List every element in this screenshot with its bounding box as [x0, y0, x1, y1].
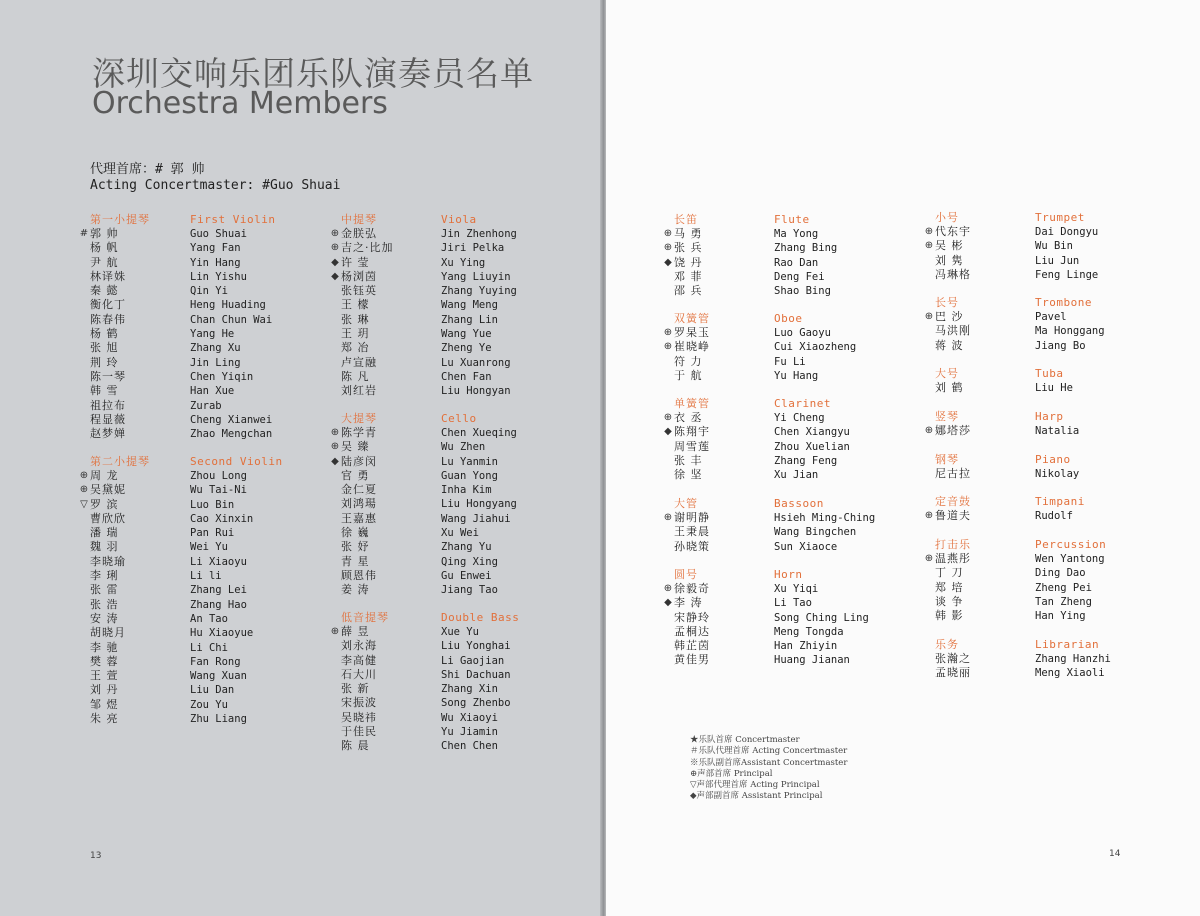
member-name-zh: 李 驰 [90, 640, 119, 654]
member-name-zh: 官 勇 [341, 468, 370, 482]
section-heading-en: Librarian [1035, 638, 1100, 651]
member-name-zh: 符 力 [674, 354, 703, 368]
rank-symbol-icon: # [79, 228, 89, 239]
member-name-en: Gu Enwei [441, 569, 492, 582]
member-name-zh: 张瀚之 [935, 652, 971, 665]
rank-symbol-icon: ⊕ [663, 341, 673, 353]
legend-item: ⊕声部首席 Principal [690, 768, 773, 779]
section-heading-en: Second Violin [190, 455, 283, 468]
section-heading-zh: 单簧管 [674, 397, 710, 410]
member-name-zh: 娜塔莎 [935, 424, 971, 437]
member-name-zh: 丁 刀 [935, 566, 964, 580]
member-name-en: Feng Linge [1035, 268, 1099, 281]
member-name-en: Wu Tai-Ni [190, 484, 247, 497]
rank-symbol-icon: ⊕ [924, 311, 934, 322]
member-name-zh: 张 浩 [90, 597, 119, 611]
member-name-zh: 陈春伟 [90, 312, 126, 326]
section-heading-en: Trumpet [1035, 211, 1085, 224]
member-name-en: Ma Yong [774, 228, 819, 240]
rank-symbol-icon: ⊕ [924, 425, 934, 436]
section-heading-zh: 大号 [935, 367, 959, 380]
member-name-en: Yang Liuyin [441, 270, 511, 283]
member-name-zh: 谢明静 [674, 511, 710, 524]
section-heading-zh: 竖琴 [935, 410, 959, 423]
member-name-en: Cao Xinxin [190, 512, 254, 525]
member-name-en: Hu Xiaoyue [190, 627, 254, 640]
section-heading-en: Piano [1035, 453, 1071, 466]
member-name-zh: 刘鸿瑒 [341, 497, 377, 511]
rank-symbol-icon: ⊕ [663, 412, 673, 423]
member-name-zh: 薛 昱 [341, 625, 370, 638]
member-name-en: Ding Dao [1035, 567, 1086, 580]
member-name-en: Yu Jiamin [441, 726, 498, 739]
member-name-zh: 温燕彤 [935, 552, 971, 565]
section-heading-zh: 乐务 [935, 638, 959, 651]
member-name-en: Xu Yiqi [774, 583, 819, 595]
member-name-en: Zhou Long [190, 470, 247, 482]
member-name-zh: 吴黛妮 [90, 483, 126, 497]
member-name-zh: 王 萱 [90, 669, 119, 683]
member-name-zh: 张 新 [341, 682, 370, 696]
member-name-en: Qin Yi [190, 285, 228, 298]
member-name-zh: 吴 彬 [935, 239, 964, 253]
member-name-zh: 崔晓峥 [674, 340, 710, 354]
member-name-zh: 张 琳 [341, 312, 370, 326]
member-name-zh: 韩芷茵 [674, 639, 710, 653]
member-name-en: Zhou Xuelian [774, 440, 850, 453]
member-name-zh: 邹 煜 [90, 697, 119, 711]
page-title-chinese: 深圳交响乐团乐队演奏员名单 [92, 54, 534, 93]
member-name-en: Liu Hongyan [441, 385, 511, 398]
member-name-zh: 魏 羽 [90, 540, 119, 554]
member-name-en: Inha Kim [441, 484, 492, 497]
member-name-zh: 刘 鹤 [935, 381, 964, 394]
rank-symbol-icon: ◆ [664, 426, 672, 438]
section-heading-en: Clarinet [774, 397, 831, 410]
section-heading-en: Harp [1035, 410, 1064, 423]
legend-item: ＃乐队代理首席 Acting Concertmaster [690, 746, 848, 757]
rank-symbol-icon: ⊕ [663, 327, 673, 338]
member-name-en: Song Zhenbo [441, 697, 511, 710]
member-name-zh: 李 涛 [674, 596, 703, 610]
member-name-zh: 张 雷 [90, 583, 119, 597]
section-heading-en: Bassoon [774, 497, 824, 510]
member-name-en: Deng Fei [774, 270, 825, 283]
member-name-en: Li Gaojian [441, 654, 505, 667]
member-name-zh: 潘 瑞 [90, 526, 119, 540]
member-name-en: Zhang Yuying [441, 285, 517, 298]
rank-symbol-icon: ◆ [664, 597, 672, 609]
member-name-en: Zhang Lei [190, 584, 247, 597]
member-name-zh: 金朕弘 [341, 227, 377, 240]
member-name-en: Wang Jiahui [441, 512, 511, 525]
member-name-zh: 冯琳格 [935, 267, 971, 281]
rank-symbol-icon: ⊕ [330, 242, 340, 254]
member-name-zh: 吴晓祎 [341, 710, 377, 724]
rank-symbol-icon: ⊕ [330, 228, 340, 239]
section-heading-zh: 大管 [674, 497, 698, 510]
member-name-zh: 赵梦婵 [90, 427, 126, 441]
member-name-en: Luo Gaoyu [774, 327, 831, 339]
rank-symbol-icon: ⊕ [663, 583, 673, 594]
member-name-en: Pan Rui [190, 527, 235, 540]
rank-symbol-icon: ⊕ [330, 427, 340, 438]
member-name-en: Song Ching Ling [774, 611, 869, 624]
rank-symbol-icon: ⊕ [663, 228, 673, 239]
member-name-en: Liu Yonghai [441, 640, 511, 653]
member-name-en: Lu Yanmin [441, 455, 498, 468]
member-name-zh: 孟晓丽 [935, 666, 971, 680]
member-name-zh: 孟桐达 [674, 624, 710, 638]
member-name-en: Liu Dan [190, 684, 235, 697]
member-name-en: Qing Xing [441, 555, 498, 568]
member-name-en: Chen Yiqin [190, 370, 254, 383]
member-name-zh: 孙晓策 [674, 539, 710, 553]
member-name-en: Fan Rong [190, 655, 241, 668]
member-name-zh: 朱 亮 [90, 712, 119, 726]
section-heading-zh: 第二小提琴 [90, 455, 150, 468]
member-name-en: Luo Bin [190, 498, 235, 511]
member-name-en: Zurab [190, 399, 222, 412]
section-heading-en: Oboe [774, 312, 803, 325]
rank-symbol-icon: ⊕ [79, 484, 89, 496]
rank-symbol-icon: ⊕ [330, 626, 340, 637]
member-name-en: Huang Jianan [774, 654, 850, 667]
member-name-en: Chen Xiangyu [774, 426, 850, 439]
member-name-en: An Tao [190, 612, 228, 625]
member-name-zh: 张 妤 [341, 540, 370, 554]
section-heading-zh: 长号 [935, 296, 959, 309]
member-name-zh: 马洪刚 [935, 324, 971, 338]
member-name-zh: 黄佳男 [674, 653, 710, 667]
member-name-zh: 宋静玲 [674, 610, 710, 624]
member-name-en: Jin Ling [190, 356, 241, 369]
rank-symbol-icon: ⊕ [924, 226, 934, 237]
member-name-en: Pavel [1035, 311, 1067, 323]
member-name-zh: 曹欣欣 [90, 511, 126, 525]
member-name-en: Jiang Tao [441, 584, 498, 597]
member-name-en: Chen Chen [441, 740, 498, 753]
member-name-en: Liu Hongyang [441, 498, 517, 511]
member-name-zh: 衣 丞 [674, 411, 703, 424]
member-name-en: Han Ying [1035, 610, 1086, 623]
member-name-zh: 青 星 [341, 554, 370, 568]
member-name-zh: 张 丰 [674, 453, 703, 467]
member-name-zh: 石大川 [341, 667, 377, 681]
member-name-en: Wang Yue [441, 328, 492, 341]
legend-item: ★乐队首席 Concertmaster [690, 735, 800, 745]
member-name-en: Jin Zhenhong [441, 228, 517, 240]
member-name-en: Zhu Liang [190, 713, 247, 726]
member-name-en: Guan Yong [441, 469, 498, 482]
rank-symbol-icon: ⊕ [663, 242, 673, 254]
member-name-en: Wu Zhen [441, 441, 486, 454]
member-name-en: Xu Ying [441, 256, 486, 269]
member-name-zh: 徐 坚 [674, 468, 703, 482]
member-name-zh: 饶 丹 [674, 255, 703, 269]
member-name-en: Xu Jian [774, 469, 819, 482]
section-heading-en: Tuba [1035, 367, 1064, 380]
member-name-en: Wu Bin [1035, 240, 1073, 253]
member-name-en: Yi Cheng [774, 412, 825, 424]
member-name-en: Cheng Xianwei [190, 413, 273, 426]
member-name-zh: 许 莹 [341, 255, 370, 269]
section-heading-en: Trombone [1035, 296, 1092, 309]
member-name-en: Tan Zheng [1035, 595, 1092, 608]
member-name-en: Zheng Ye [441, 342, 492, 355]
section-heading-zh: 中提琴 [341, 213, 377, 226]
member-name-zh: 于佳民 [341, 725, 377, 739]
member-name-zh: 韩 雪 [90, 384, 119, 398]
rank-symbol-icon: ⊕ [924, 553, 934, 564]
member-name-en: Shi Dachuan [441, 668, 511, 681]
section-heading-en: Double Bass [441, 611, 520, 624]
member-name-zh: 罗杲玉 [674, 326, 710, 339]
member-name-zh: 王秉晨 [674, 525, 710, 539]
rank-symbol-icon: ▽ [80, 498, 88, 510]
member-name-zh: 陆彦闵 [341, 454, 377, 468]
member-name-zh: 张 兵 [674, 241, 703, 255]
member-name-en: Zhang Hanzhi [1035, 653, 1111, 665]
member-name-en: Zhang Lin [441, 313, 498, 326]
member-name-en: Xue Yu [441, 626, 479, 638]
section-heading-en: Flute [774, 213, 810, 226]
legend-item: ※乐队副首席Assistant Concertmaster [690, 757, 848, 768]
member-name-zh: 王 檬 [341, 298, 370, 312]
member-name-zh: 巴 沙 [935, 310, 964, 323]
member-name-zh: 程显薇 [90, 412, 126, 426]
section-heading-zh: 第一小提琴 [90, 213, 150, 226]
section-heading-en: Timpani [1035, 495, 1085, 508]
member-name-zh: 马 勇 [674, 227, 703, 240]
member-name-zh: 邵 兵 [674, 284, 703, 298]
member-name-en: Wang Xuan [190, 670, 247, 683]
member-name-zh: 张钰英 [341, 284, 377, 298]
member-name-zh: 代东宇 [935, 225, 971, 238]
page-number-right: 14 [1109, 849, 1121, 859]
member-name-zh: 杨浏茵 [341, 269, 377, 283]
member-name-zh: 李 琍 [90, 569, 119, 583]
member-name-en: Yin Hang [190, 256, 241, 269]
member-name-en: Sun Xiaoce [774, 540, 838, 553]
member-name-zh: 安 涛 [90, 611, 119, 625]
rank-symbol-icon: ◆ [331, 270, 339, 282]
member-name-zh: 李晓瑜 [90, 554, 126, 568]
member-name-en: Rao Dan [774, 256, 819, 269]
acting-concertmaster-zh: 代理首席：# 郭 帅 [90, 162, 205, 177]
member-name-en: Zhao Mengchan [190, 428, 273, 441]
member-name-en: Yang Fan [190, 242, 241, 255]
member-name-en: Jiang Bo [1035, 339, 1086, 352]
member-name-en: Li Chi [190, 641, 228, 654]
member-name-en: Lin Yishu [190, 270, 247, 283]
member-name-zh: 荆 玲 [90, 355, 119, 369]
member-name-zh: 尼古拉 [935, 467, 971, 480]
section-heading-zh: 双簧管 [674, 312, 710, 325]
member-name-zh: 韩 影 [935, 609, 964, 623]
page-number-left: 13 [90, 851, 102, 861]
member-name-zh: 祖拉布 [90, 398, 126, 412]
member-name-en: Hsieh Ming-Ching [774, 512, 876, 524]
member-name-zh: 李高健 [341, 653, 377, 667]
member-name-en: Dai Dongyu [1035, 226, 1099, 238]
member-name-zh: 张 旭 [90, 341, 119, 355]
member-name-zh: 刘红岩 [341, 384, 377, 398]
member-name-en: Chen Xueqing [441, 427, 517, 439]
member-name-zh: 郑 培 [935, 580, 964, 594]
member-name-zh: 王 玥 [341, 327, 370, 341]
member-name-zh: 宋振波 [341, 696, 377, 710]
member-name-zh: 顾恩伟 [341, 568, 377, 582]
section-heading-en: Horn [774, 568, 803, 581]
member-name-en: Zhang Xu [190, 342, 241, 355]
member-name-en: Lu Xuanrong [441, 356, 511, 369]
member-name-zh: 樊 蓉 [90, 654, 119, 668]
member-name-zh: 于 航 [674, 368, 703, 382]
page-title-english: Orchestra Members [92, 86, 388, 121]
member-name-zh: 杨 帆 [90, 241, 119, 255]
member-name-en: Li Tao [774, 597, 812, 610]
legend-item: ▽声部代理首席 Acting Principal [690, 780, 820, 791]
rank-symbol-icon: ◆ [331, 455, 339, 467]
rank-symbol-icon: ◆ [331, 256, 339, 268]
member-name-en: Wu Xiaoyi [441, 711, 498, 724]
member-name-en: Heng Huading [190, 299, 266, 312]
member-name-en: Wei Yu [190, 541, 228, 554]
member-name-en: Wang Meng [441, 299, 498, 312]
section-heading-zh: 钢琴 [935, 453, 959, 466]
member-name-zh: 陈 凡 [341, 369, 370, 383]
acting-concertmaster [90, 162, 340, 194]
member-name-zh: 金仁夏 [341, 483, 377, 497]
section-heading-en: Cello [441, 412, 477, 425]
member-name-en: Chan Chun Wai [190, 313, 273, 326]
member-name-zh: 胡晓月 [90, 626, 126, 640]
member-name-zh: 郭 帅 [90, 227, 119, 240]
member-name-en: Shao Bing [774, 285, 831, 298]
member-name-en: Chen Fan [441, 370, 492, 383]
section-heading-zh: 打击乐 [935, 538, 971, 551]
member-name-en: Li li [190, 570, 222, 583]
member-name-en: Han Xue [190, 385, 235, 398]
member-name-en: Liu He [1035, 382, 1073, 394]
member-name-en: Zou Yu [190, 698, 228, 711]
member-name-zh: 杨 鹤 [90, 327, 119, 341]
section-heading-zh: 低音提琴 [341, 611, 389, 624]
member-name-en: Zhang Yu [441, 541, 492, 554]
member-name-en: Meng Xiaoli [1035, 667, 1105, 680]
member-name-zh: 郑 冶 [341, 341, 370, 355]
member-name-zh: 陈翔宇 [674, 425, 710, 439]
member-name-en: Wang Bingchen [774, 526, 857, 539]
member-name-zh: 周雪莲 [674, 439, 710, 453]
member-name-zh: 王嘉惠 [341, 511, 377, 525]
member-name-zh: 刘 丹 [90, 683, 119, 697]
member-name-zh: 卢宣融 [341, 355, 377, 369]
section-heading-zh: 小号 [935, 211, 959, 224]
member-name-en: Fu Li [774, 355, 806, 368]
rank-symbol-icon: ⊕ [330, 441, 340, 453]
member-name-en: Guo Shuai [190, 228, 247, 240]
rank-symbol-icon: ⊕ [663, 512, 673, 523]
section-heading-zh: 定音鼓 [935, 495, 971, 508]
member-name-en: Zhang Hao [190, 598, 247, 611]
member-name-zh: 鲁道夫 [935, 509, 971, 522]
member-name-en: Yang He [190, 328, 235, 341]
section-heading-zh: 大提琴 [341, 412, 377, 425]
member-name-en: Zhang Bing [774, 242, 838, 255]
symbol-legend [690, 735, 847, 803]
member-name-en: Cui Xiaozheng [774, 341, 857, 354]
member-name-zh: 罗 滨 [90, 497, 119, 511]
member-name-en: Han Zhiyin [774, 640, 838, 653]
member-name-zh: 徐 巍 [341, 526, 370, 540]
member-name-en: Zheng Pei [1035, 581, 1092, 594]
legend-item: ◆声部副首席 Assistant Principal [690, 791, 823, 802]
section-heading-en: Percussion [1035, 538, 1107, 551]
member-name-zh: 吴 臻 [341, 440, 370, 454]
rank-symbol-icon: ⊕ [924, 240, 934, 252]
member-name-en: Zhang Xin [441, 683, 498, 696]
member-name-zh: 谈 争 [935, 594, 964, 608]
member-name-en: Yu Hang [774, 369, 819, 382]
member-name-en: Natalia [1035, 425, 1080, 437]
member-name-en: Ma Honggang [1035, 325, 1105, 338]
member-name-en: Meng Tongda [774, 625, 844, 638]
acting-concertmaster-en: Acting Concertmaster: #Guo Shuai [90, 178, 341, 193]
member-name-en: Liu Jun [1035, 254, 1080, 267]
member-name-en: Rudolf [1035, 510, 1073, 522]
member-name-zh: 衡化丁 [90, 298, 126, 312]
rank-symbol-icon: ⊕ [79, 470, 89, 481]
rank-symbol-icon: ⊕ [924, 510, 934, 521]
section-heading-en: First Violin [190, 213, 276, 226]
member-name-en: Li Xiaoyu [190, 555, 247, 568]
member-name-zh: 邓 菲 [674, 269, 703, 283]
member-name-en: Xu Wei [441, 527, 479, 540]
section-heading-en: Viola [441, 213, 477, 226]
member-name-zh: 姜 涛 [341, 583, 370, 597]
member-name-zh: 蒋 波 [935, 338, 964, 352]
section-heading-zh: 圆号 [674, 568, 698, 581]
section-heading-zh: 长笛 [674, 213, 698, 226]
member-name-en: Nikolay [1035, 468, 1080, 480]
member-name-zh: 林译姝 [90, 269, 126, 283]
member-name-en: Wen Yantong [1035, 553, 1105, 565]
member-name-en: Jiri Pelka [441, 242, 505, 255]
rank-symbol-icon: ◆ [664, 256, 672, 268]
member-name-zh: 徐毅奇 [674, 582, 710, 595]
member-name-zh: 刘 隽 [935, 253, 964, 267]
member-name-zh: 周 龙 [90, 469, 119, 482]
member-name-zh: 陈一琴 [90, 369, 126, 383]
member-name-zh: 秦 懿 [90, 284, 119, 298]
member-name-zh: 刘永海 [341, 639, 377, 653]
member-name-zh: 陈学青 [341, 426, 377, 439]
member-name-zh: 吉之·比加 [341, 241, 394, 255]
member-name-zh: 尹 航 [90, 255, 119, 269]
member-name-en: Zhang Feng [774, 454, 838, 467]
member-name-zh: 陈 晨 [341, 739, 370, 753]
